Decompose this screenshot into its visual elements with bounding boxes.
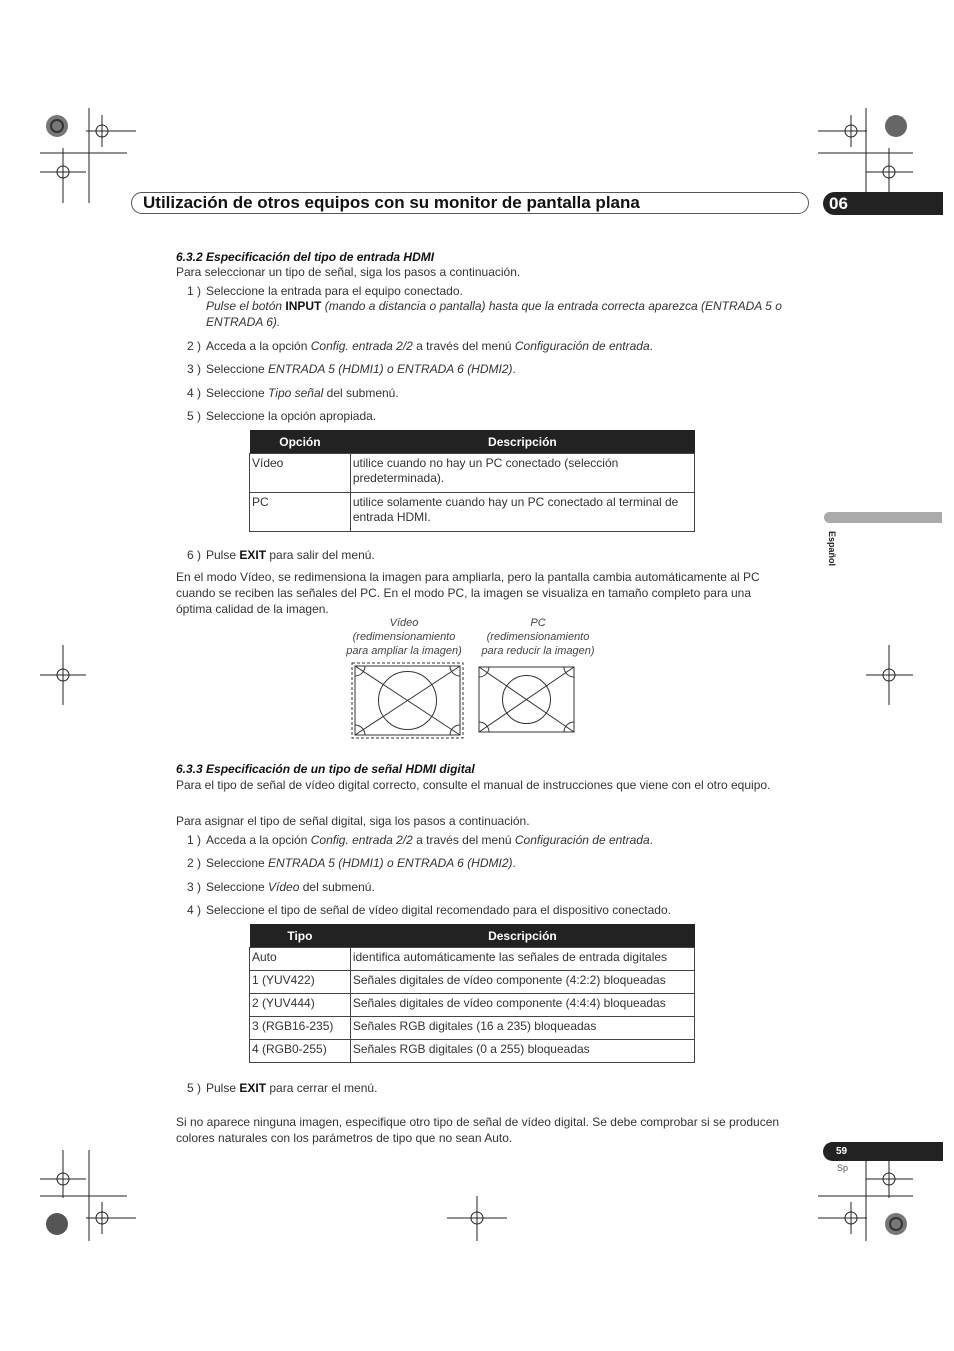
table-header: Tipo [250, 924, 351, 948]
table-cell: 3 (RGB16-235) [250, 1017, 351, 1040]
section-intro: Para el tipo de señal de vídeo digital correcto, consulte el manual de instrucciones que viene con el otro equipo. [176, 778, 771, 792]
table-cell: identifica automáticamente las señales de entrada digitales [350, 948, 694, 971]
table-header: Opción [250, 430, 351, 454]
table-cell: Vídeo [250, 454, 351, 493]
table-cell: Señales RGB digitales (16 a 235) bloqueadas [350, 1017, 694, 1040]
section-heading-hdmi-digital: 6.3.3 Especificación de un tipo de señal HDMI digital [176, 762, 475, 776]
page-title: Utilización de otros equipos con su monitor de pantalla plana [143, 193, 640, 212]
table-row [250, 948, 695, 971]
table-header: Descripción [350, 430, 694, 454]
pc-mode-diagram [477, 665, 577, 735]
step-text: Seleccione el tipo de señal de vídeo digital recomendado para el dispositivo conectado. [206, 903, 671, 917]
table-header: Descripción [350, 924, 694, 948]
language-tab [824, 512, 942, 523]
table-row [250, 971, 695, 994]
table-cell: utilice cuando no hay un PC conectado (selección predeterminada). [350, 454, 694, 493]
paragraph-line: óptima calidad de la imagen. [176, 602, 329, 616]
step-number: 3 ) [187, 880, 202, 894]
step-text: Seleccione la opción apropiada. [206, 409, 377, 423]
option-table [249, 430, 695, 532]
step-text: Seleccione ENTRADA 5 (HDMI1) o ENTRADA 6 (HDMI2). [206, 856, 516, 870]
step-number: 4 ) [187, 903, 202, 917]
paragraph-line: Si no aparece ninguna imagen, especifique otro tipo de señal de vídeo digital. Se debe comprobar si se producen [176, 1115, 780, 1129]
table-row [250, 1017, 695, 1040]
step-number: 6 ) [187, 548, 202, 562]
type-table [249, 924, 695, 1063]
chapter-number: 06 [829, 194, 848, 213]
paragraph-line: colores naturales con los parámetros de tipo que no sean Auto. [176, 1131, 513, 1145]
figure-caption-pc: PC (redimensionamiento para reducir la imagen) [481, 617, 595, 657]
step-subtext: Pulse el botón INPUT (mando a distancia o pantalla) hasta que la entrada correcta aparezca (ENTRADA 5 o [206, 299, 782, 313]
figure-caption-video: Vídeo (redimensionamiento para ampliar la imagen) [346, 617, 462, 657]
step-number: 2 ) [187, 856, 202, 870]
paragraph-line: cuando se reciben las señales del PC. En el modo PC, la imagen se visualiza en tamaño completo para una [176, 586, 751, 600]
section-heading-hdmi-input: 6.3.2 Especificación del tipo de entrada HDMI [176, 250, 435, 264]
table-cell: PC [250, 493, 351, 532]
step-number: 5 ) [187, 409, 202, 423]
step-number: 1 ) [187, 284, 202, 298]
table-cell: Auto [250, 948, 351, 971]
step-subtext: ENTRADA 6). [206, 315, 281, 329]
table-row [250, 1040, 695, 1063]
table-header-row [250, 924, 695, 948]
step-number: 2 ) [187, 339, 202, 353]
table-cell: 1 (YUV422) [250, 971, 351, 994]
table-row [250, 994, 695, 1017]
language-label: Español [827, 531, 837, 567]
table-row [250, 493, 695, 532]
section-intro: Para asignar el tipo de señal digital, siga los pasos a continuación. [176, 814, 530, 828]
paragraph-line: En el modo Vídeo, se redimensiona la imagen para ampliarla, pero la pantalla cambia automáticamente al PC [176, 570, 760, 584]
step-text: Seleccione Vídeo del submenú. [206, 880, 375, 894]
table-cell: Señales RGB digitales (0 a 255) bloqueadas [350, 1040, 694, 1063]
step-text: Seleccione Tipo señal del submenú. [206, 386, 399, 400]
step-number: 4 ) [187, 386, 202, 400]
step-text: Seleccione la entrada para el equipo conectado. [206, 284, 463, 298]
step-text: Acceda a la opción Config. entrada 2/2 a través del menú Configuración de entrada. [206, 339, 653, 353]
step-text: Pulse EXIT para salir del menú. [206, 548, 375, 562]
table-cell: Señales digitales de vídeo componente (4:2:2) bloqueadas [350, 971, 694, 994]
step-text: Pulse EXIT para cerrar el menú. [206, 1081, 378, 1095]
step-text: Seleccione ENTRADA 5 (HDMI1) o ENTRADA 6 (HDMI2). [206, 362, 516, 376]
table-cell: Señales digitales de vídeo componente (4:4:4) bloqueadas [350, 994, 694, 1017]
table-cell: utilice solamente cuando hay un PC conectado al terminal de entrada HDMI. [350, 493, 694, 532]
section-intro: Para seleccionar un tipo de señal, siga los pasos a continuación. [176, 265, 521, 279]
language-code: Sp [837, 1163, 849, 1173]
page-number: 59 [836, 1146, 848, 1157]
table-row [250, 454, 695, 493]
step-text: Acceda a la opción Config. entrada 2/2 a través del menú Configuración de entrada. [206, 833, 653, 847]
table-header-row [250, 430, 695, 454]
step-number: 5 ) [187, 1081, 202, 1095]
table-cell: 4 (RGB0-255) [250, 1040, 351, 1063]
table-cell: 2 (YUV444) [250, 994, 351, 1017]
step-number: 1 ) [187, 833, 202, 847]
step-number: 3 ) [187, 362, 202, 376]
video-mode-diagram [350, 661, 466, 741]
